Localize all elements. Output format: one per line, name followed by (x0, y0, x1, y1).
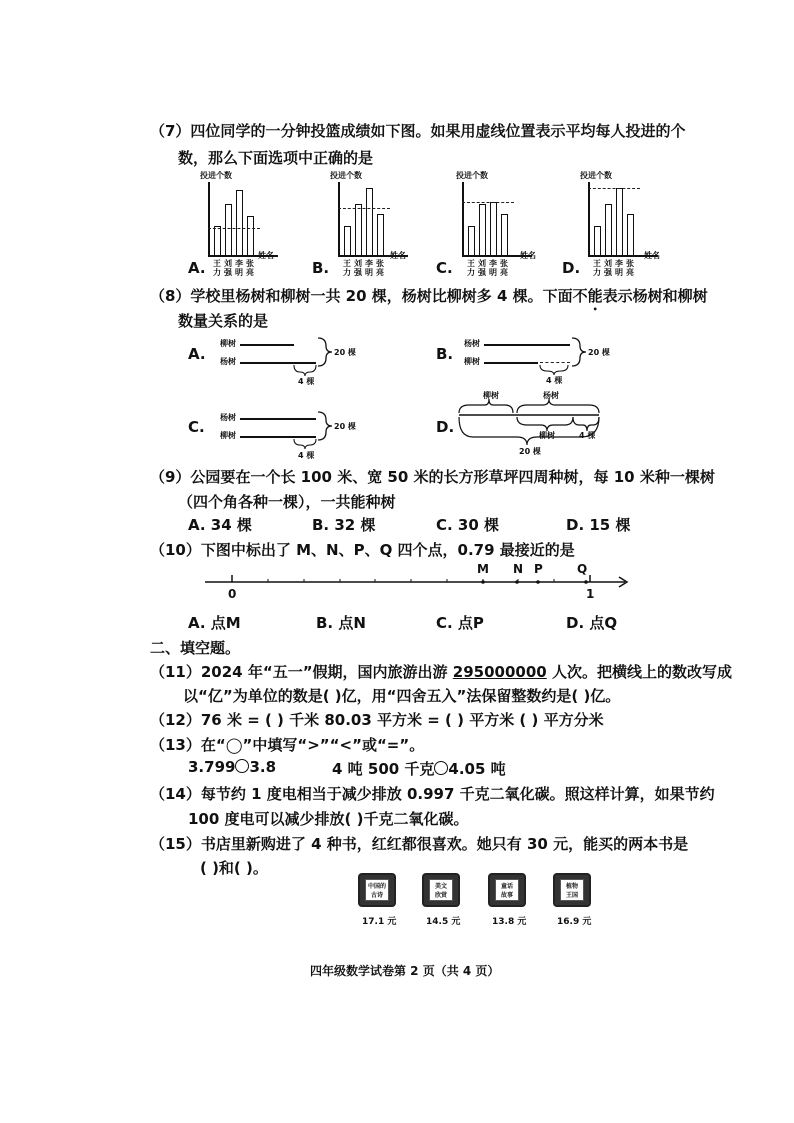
q7-text-line1: （7）四位同学的一分钟投篮成绩如下图。如果用虚线位置表示平均每人投进的个 (150, 122, 686, 140)
q7-chart-c: 投进个数 姓名 王刘李张 力强明亮 (456, 171, 536, 277)
q9-text-line2: （四个角各种一棵），一共能种树 (178, 493, 396, 511)
bar-liuqiang (225, 204, 232, 256)
average-line (588, 188, 640, 189)
q7-option-b[interactable]: B. (312, 259, 330, 277)
q7-chart-d: 投进个数 姓名 王刘李张 力强明亮 (580, 171, 660, 277)
q8-text-line1: （8）学校里杨树和柳树一共 20 棵，杨树比柳树多 4 棵。下面不能表示杨树和柳树 (150, 287, 708, 305)
point-m-label: M (477, 562, 489, 576)
q8-diagram-d: 柳树 杨树 柳树 4 棵 20 棵 (455, 393, 615, 461)
book-plant-kingdom[interactable]: 植物 王国 (553, 873, 591, 907)
q10-option-c[interactable]: C. 点P (436, 614, 484, 632)
q8-option-c[interactable]: C. (188, 418, 205, 436)
q7-option-d[interactable]: D. (562, 259, 581, 277)
book-prose-appreciation[interactable]: 美文 欣赏 (422, 873, 460, 907)
book-price: 13.8 元 (492, 917, 527, 927)
q10-option-b[interactable]: B. 点N (316, 614, 366, 632)
q13-expr2: 4 吨 500 千克 4.05 吨 (332, 760, 506, 778)
book-fairy-tales[interactable]: 童话 故事 (488, 873, 526, 907)
q12-text-line1: （12）76 米 = ( ) 千米 80.03 平方米 = ( ) 平方米 ( ) 平方分米 (150, 711, 604, 729)
q10-option-d[interactable]: D. 点Q (566, 614, 618, 632)
book-chinese-poetry[interactable]: 中国的 古诗 (358, 873, 396, 907)
book-price: 17.1 元 (362, 917, 397, 927)
q13-expr1: 3.799 3.8 (188, 758, 277, 776)
q8-option-d[interactable]: D. (436, 418, 455, 436)
average-line (208, 228, 260, 229)
q7-chart-a: 投进个数 姓名 王刘李张 力强明亮 (188, 170, 298, 280)
q10-number-line (205, 562, 635, 602)
bar-zhangliang (247, 216, 254, 256)
bar-liming (236, 190, 243, 256)
q7-text-line2: 数，那么下面选项中正确的是 (178, 149, 374, 167)
tick-1-label: 1 (586, 587, 595, 601)
q9-option-b[interactable]: B. 32 棵 (312, 516, 376, 534)
q14-text-line2: 100 度电可以减少排放( )千克二氧化碳。 (188, 810, 469, 828)
book-price: 14.5 元 (426, 917, 461, 927)
y-axis-label: 投进个数 (200, 171, 232, 180)
q10-text-line1: （10）下图中标出了 M、N、P、Q 四个点，0.79 最接近的是 (150, 541, 575, 559)
page-footer: 四年级数学试卷第 2 页（共 4 页） (310, 964, 500, 978)
q8-diagram-b: 杨树 柳树 20 棵 4 棵 (464, 339, 610, 385)
bar-wangli (214, 226, 221, 256)
tick-0-label: 0 (228, 587, 237, 601)
q15-text-line1: （15）书店里新购进了 4 种书，红红都很喜欢。她只有 30 元，能买的两本书是 (150, 835, 689, 853)
q10-option-a[interactable]: A. 点M (188, 614, 241, 632)
average-line (462, 202, 514, 203)
q14-text-line1: （14）每节约 1 度电相当于减少排放 0.997 千克二氧化碳。照这样计算，如果节约 (150, 785, 715, 803)
q7-chart-b: 投进个数 姓名 王刘李张 力强明亮 (330, 171, 406, 277)
q11-text-line1: （11）2024 年“五一”假期，国内旅游出游 295000000 人次。把横线上的数改写成 (150, 663, 732, 681)
q13-text-line1: （13）在“◯”中填写“>”“<”或“=”。 (150, 736, 425, 754)
q9-text-line1: （9）公园要在一个长 100 米、宽 50 米的长方形草坪四周种树，每 10 米种一棵树 (150, 468, 715, 486)
average-line (338, 208, 390, 209)
q9-option-d[interactable]: D. 15 棵 (566, 516, 631, 534)
q11-text-line2: 以“亿”为单位的数是( )亿，用“四舍五入”法保留整数约是( )亿。 (183, 687, 621, 705)
q11-underlined-number: 295000000 (452, 663, 547, 681)
q15-text-line2: ( )和( )。 (200, 859, 268, 877)
q9-option-c[interactable]: C. 30 棵 (436, 516, 500, 534)
book-price: 16.9 元 (557, 917, 592, 927)
q7-option-a[interactable]: A. (188, 259, 206, 277)
compare-circle-1[interactable] (235, 759, 249, 773)
q9-option-a[interactable]: A. 34 棵 (188, 516, 252, 534)
q8-option-a[interactable]: A. (188, 345, 206, 363)
point-q-label: Q (577, 562, 588, 576)
q7-option-c[interactable]: C. (436, 259, 453, 277)
q8-text-line2: 数量关系的是 (178, 312, 269, 330)
point-n-label: N (513, 562, 524, 576)
point-p-label: P (534, 562, 543, 576)
q8-diagram-c: 杨树 柳树 20 棵 4 棵 (220, 413, 356, 460)
compare-circle-2[interactable] (434, 761, 448, 775)
section-2-title: 二、填空题。 (150, 639, 241, 657)
q8-option-b[interactable]: B. (436, 345, 454, 363)
q8-diagram-a: 柳树 杨树 20 棵 4 棵 (220, 339, 356, 386)
x-axis-label: 姓名 (258, 251, 274, 260)
